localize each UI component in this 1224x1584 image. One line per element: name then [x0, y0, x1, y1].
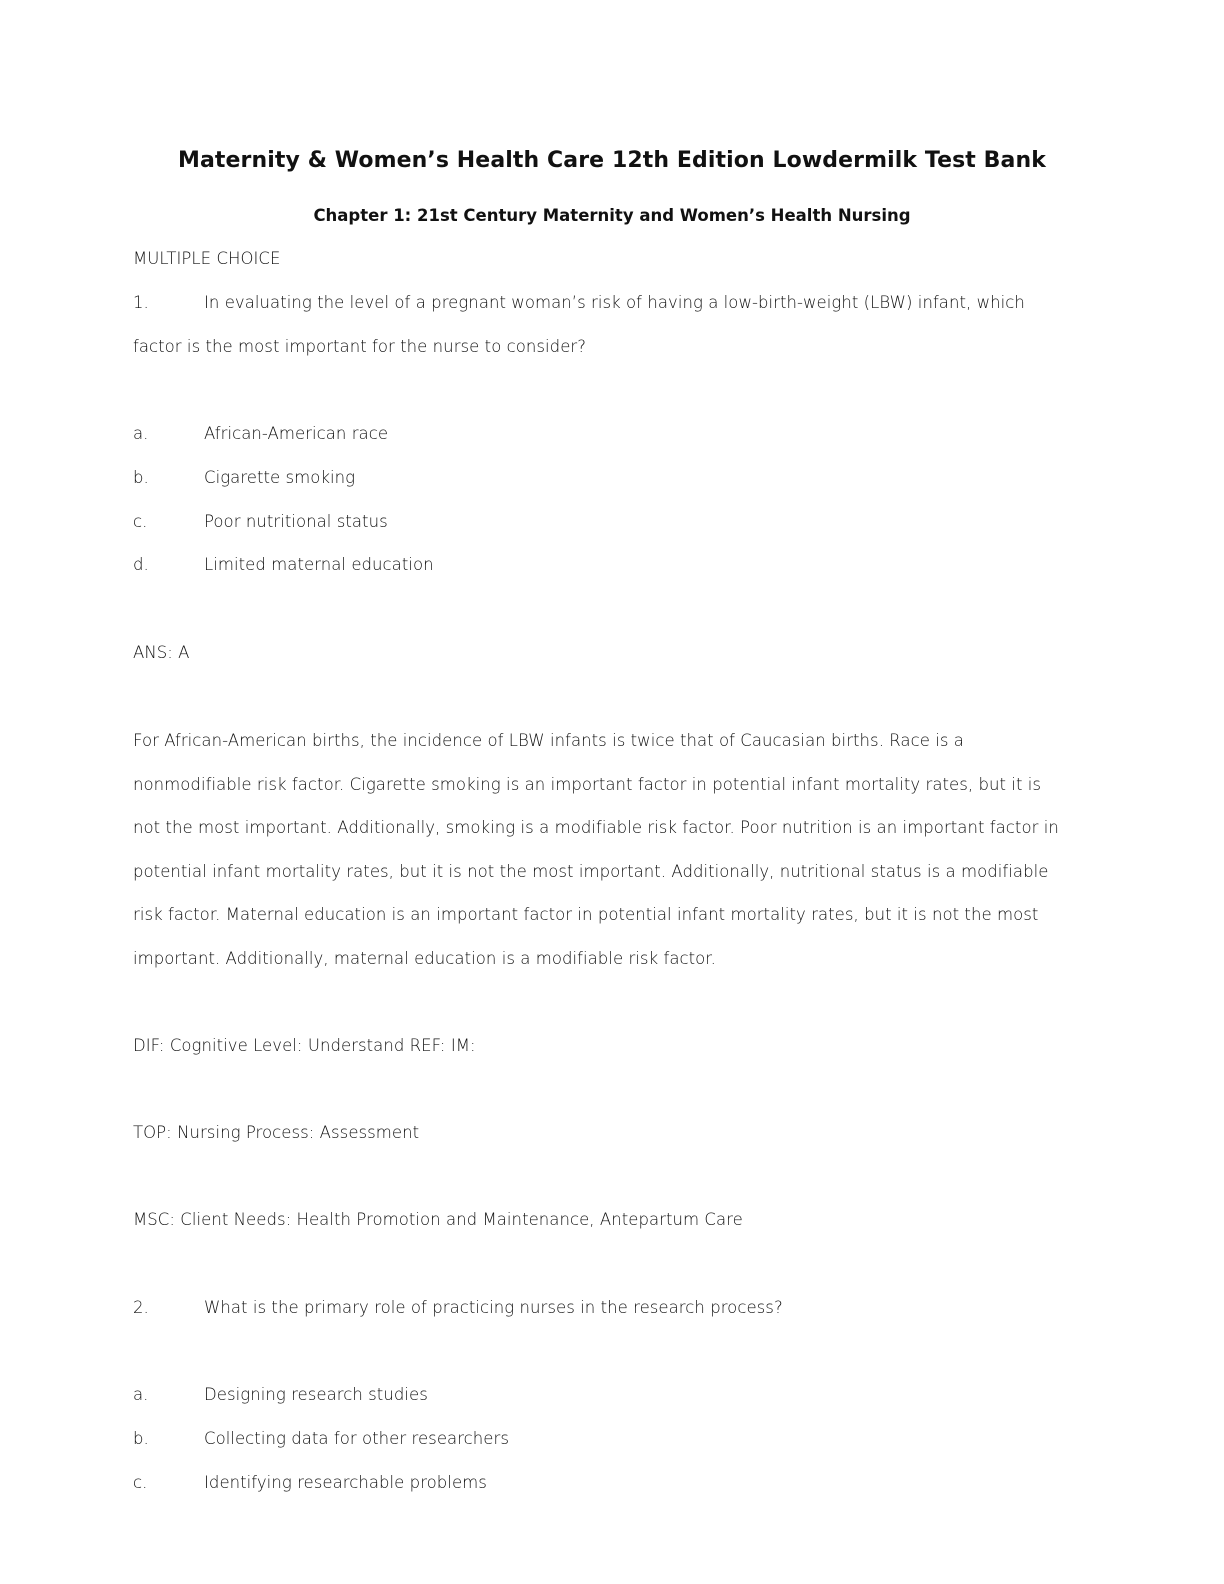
- question-number: 1.: [133, 293, 149, 312]
- rationale-line: potential infant mortality rates, but it is not the most important. Additionally, nutritional status is a modifiable: [133, 861, 1049, 881]
- chapter-heading: Chapter 1: 21st Century Maternity and Women’s Health Nursing: [313, 206, 911, 225]
- rationale-line: not the most important. Additionally, smoking is a modifiable risk factor. Poor nutrition is an important factor in: [133, 818, 1059, 837]
- question-text-line: factor is the most important for the nurse to consider?: [133, 337, 587, 356]
- answer-key: ANS: A: [133, 643, 190, 662]
- option-letter: d.: [133, 555, 149, 574]
- question-text-line: In evaluating the level of a pregnant woman’s risk of having a low-birth-weight (LBW) infant, which: [204, 293, 1025, 312]
- option-letter: a.: [133, 424, 149, 443]
- topic-meta: TOP: Nursing Process: Assessment: [133, 1123, 420, 1142]
- option-text: Poor nutritional status: [204, 512, 388, 531]
- difficulty-meta: DIF: Cognitive Level: Understand REF: IM:: [133, 1036, 476, 1055]
- option-text: Cigarette smoking: [204, 468, 356, 487]
- question-number: 2.: [133, 1298, 149, 1317]
- rationale-line: nonmodifiable risk factor. Cigarette smoking is an important factor in potential infant mortality rates, but it is: [133, 774, 1042, 794]
- option-letter: b.: [133, 1429, 149, 1448]
- client-needs-meta: MSC: Client Needs: Health Promotion and Maintenance, Antepartum Care: [133, 1210, 743, 1229]
- question-text-line: What is the primary role of practicing nurses in the research process?: [204, 1298, 783, 1317]
- rationale-line: important. Additionally, maternal education is a modifiable risk factor.: [133, 948, 716, 968]
- rationale-line: risk factor. Maternal education is an important factor in potential infant mortality rates, but it is not the most: [133, 905, 1039, 924]
- option-letter: c.: [133, 1473, 148, 1492]
- option-text: Identifying researchable problems: [204, 1473, 487, 1492]
- option-letter: b.: [133, 468, 149, 487]
- option-text: Designing research studies: [204, 1385, 428, 1404]
- document-title: Maternity & Women’s Health Care 12th Edition Lowdermilk Test Bank: [177, 148, 1046, 173]
- rationale-line: For African-American births, the incidence of LBW infants is twice that of Caucasian births. Race is a: [133, 731, 964, 750]
- option-text: African-American race: [204, 424, 389, 443]
- option-letter: c.: [133, 512, 148, 531]
- option-letter: a.: [133, 1385, 149, 1404]
- rationale-paragraph: [133, 730, 1093, 991]
- option-text: Limited maternal education: [204, 555, 434, 574]
- option-text: Collecting data for other researchers: [204, 1429, 509, 1448]
- section-label: MULTIPLE CHOICE: [133, 249, 281, 268]
